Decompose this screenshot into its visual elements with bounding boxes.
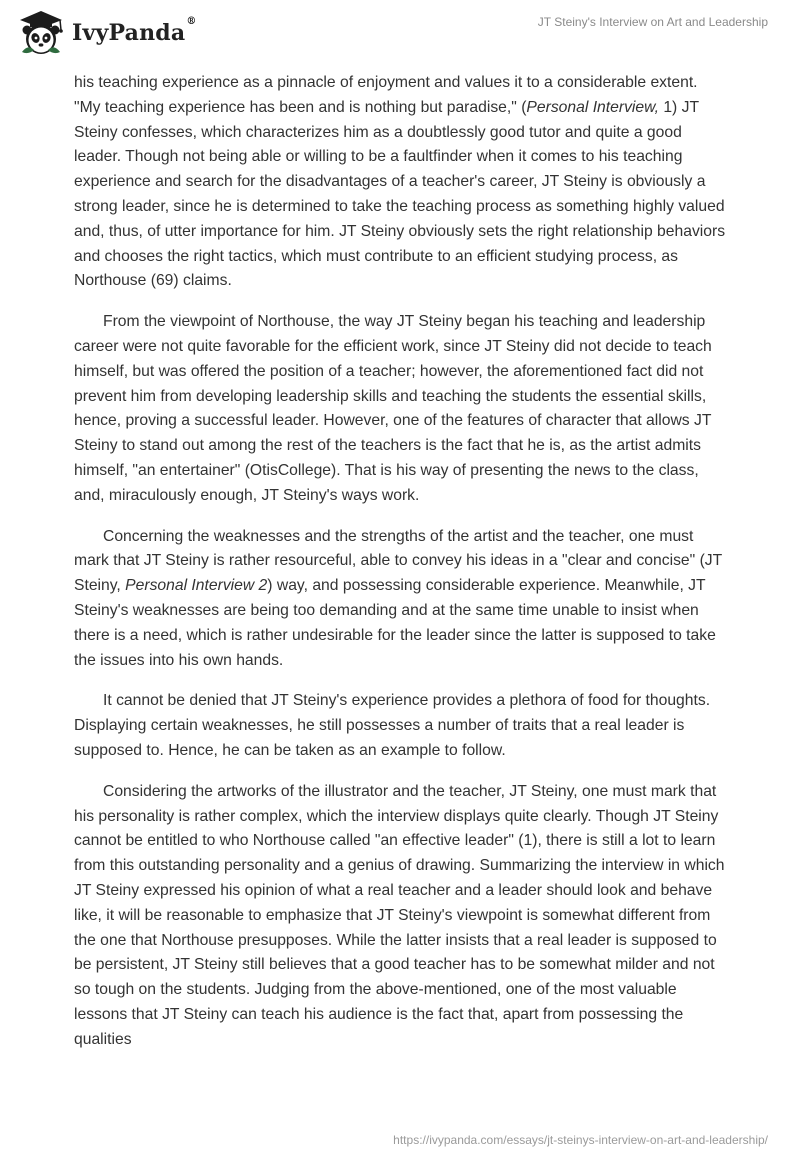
paragraph: From the viewpoint of Northouse, the way JT Steiny began his teaching and leadership career were not quite favorable for the efficient work, since JT Steiny did not decide to teach himself, but was offered the position of a teacher; however, the aforementioned fact did not prevent him from developing leadership skills and teaching the students the essential skills, hence, proving a successful leader. However, one of the features of character that allows JT Steiny to stand out among the rest of the teachers is the fact that he is, as the artist admits himself, "an entertainer" (OtisCollege). That is his way of presenting the news to the class, and, miraculously enough, JT Steiny's ways work. (74, 313, 712, 504)
citation: Personal Interview, (526, 98, 659, 116)
paragraph: It cannot be denied that JT Steiny's experience provides a plethora of food for thoughts. Displaying certain weaknesses, he still possesses a number of traits that a real leader is supposed to. Hence, he can be taken as an example to follow. (74, 692, 711, 759)
page-header (0, 0, 800, 70)
paragraph: Concerning the weaknesses and the strengths of the artist and the teacher, one must mark that JT Steiny is rather resourceful, able to convey his ideas in a "clear and concise" (JT Steiny, Personal Interview 2) way, and possessing considerable experience. Meanwhile, JT Steiny's weaknesses are being too demanding and at the same time unable to insist when there is a need, which is rather undesirable for the leader since the latter is supposed to take the issues into his own hands. (74, 527, 722, 669)
panda-graduate-logo-icon (16, 8, 66, 58)
brand-name: IvyPanda® (72, 16, 197, 46)
paragraph: Considering the artworks of the illustrator and the teacher, JT Steiny, one must mark that his personality is rather complex, which the interview displays quite clearly. Though JT Steiny cannot be entitled to who Northouse called "an effective leader" (1), there is still a lot to learn from this outstanding personality and a genius of drawing. Summarizing the interview in which JT Steiny expressed his opinion of what a real teacher and a leader should look and behave like, it will be reasonable to emphasize that JT Steiny's viewpoint is somewhat different from the one that Northouse presupposes. While the latter insists that a real leader is supposed to be persistent, JT Steiny still believes that a good teacher has to be somewhat milder and not so tough on the students. Judging from the above-mentioned, one of the most valuable lessons that JT Steiny can teach his audience is the fact that, apart from possessing the qualities (74, 782, 725, 1048)
document-title: JT Steiny's Interview on Art and Leadership (537, 15, 768, 29)
essay-body (74, 71, 726, 1068)
source-url[interactable]: https://ivypanda.com/essays/jt-steinys-interview-on-art-and-leadership/ (393, 1133, 768, 1147)
paragraph: his teaching experience as a pinnacle of enjoyment and values it to a considerable extent. "My teaching experience has been and is nothing but paradise," (Personal Interview, 1) JT Steiny confesses, which characterizes him as a doubtlessly good tutor and quite a good leader. Though not being able or willing to be a faultfinder when it comes to his teaching experience and search for the disadvantages of a teacher's career, JT Steiny is obviously a strong leader, since he is determined to take the teaching process as something highly valued and, thus, of utter importance for him. JT Steiny obviously sets the right relationship behaviors and chooses the right tactics, which must contribute to an efficient studying process, as Northouse (69) claims. (74, 74, 726, 290)
ivypanda-logo[interactable] (16, 8, 197, 58)
citation: Personal Interview 2 (125, 577, 268, 595)
